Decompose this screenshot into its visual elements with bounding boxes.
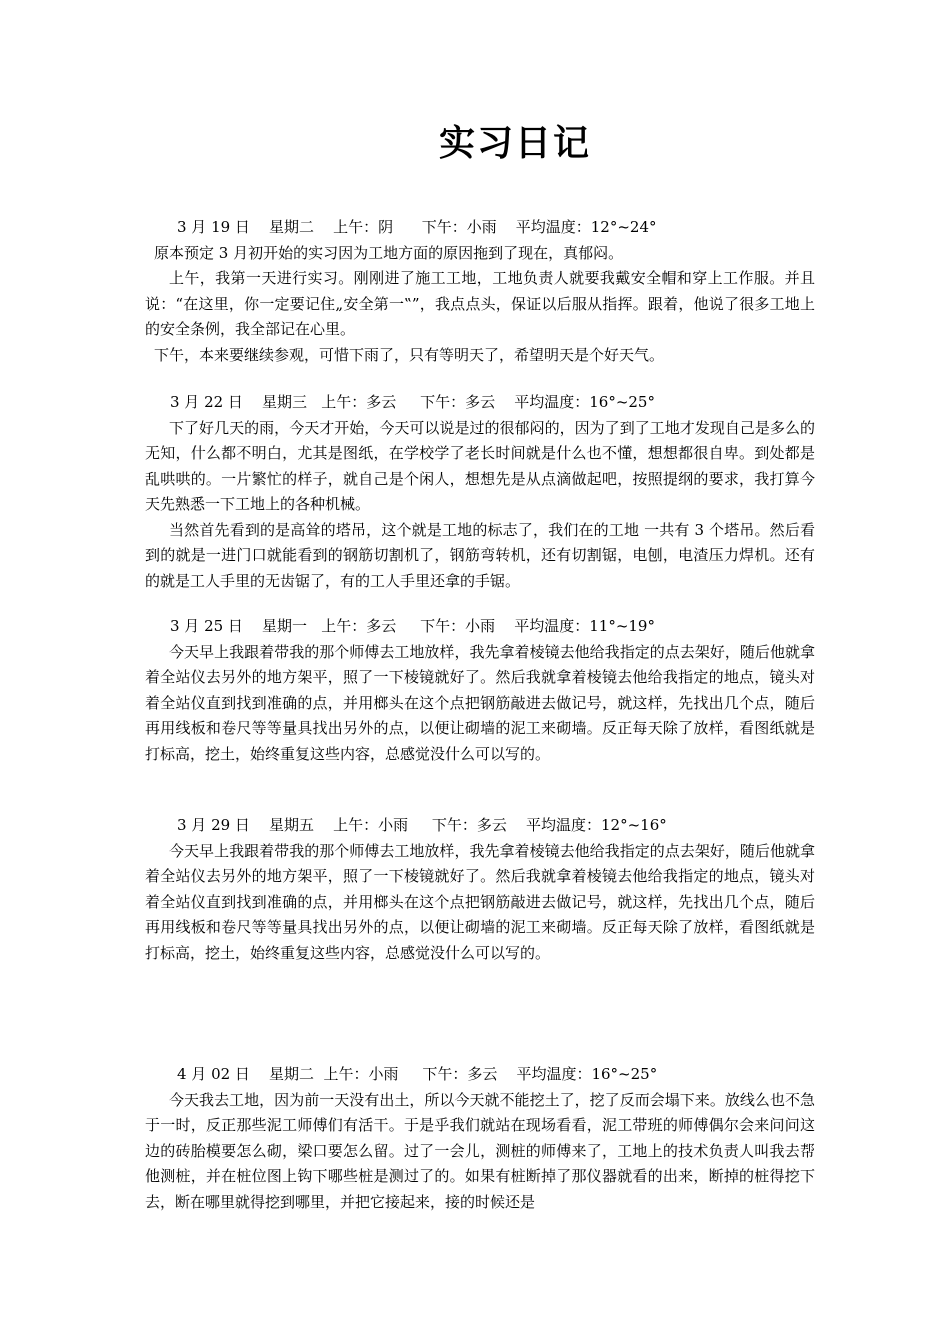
- entry-paragraph: 下了好几天的雨，今天才开始，今天可以说是过的很郁闷的，因为了到了工地才发现自己是多么的无知，什么都不明白，尤其是图纸，在学校学了老长时间就是什么也不懂，想想都很自卑。到处都是乱哄哄的。一片繁忙的样子，就自己是个闲人，想想先是从点滴做起吧，按照提纲的要求，我打算今天先熟悉一下工地上的各种机械。: [145, 418, 815, 513]
- entry-paragraph: 下午，本来要继续参观，可惜下雨了，只有等明天了，希望明天是个好天气。: [154, 345, 665, 364]
- diary-entry: [145, 614, 815, 767]
- entry-header: 3 月 25 日 星期一 上午：多云 下午：小雨 平均温度：11°~19°: [170, 617, 655, 635]
- diary-entry: [145, 390, 815, 594]
- diary-entry: [145, 1062, 815, 1215]
- entry-paragraph: 当然首先看到的是高耸的塔吊，这个就是工地的标志了，我们在的工地 一共有 3 个塔吊。然后看到的就是一进门口就能看到的钢筋切割机了，钢筋弯转机，还有切割锯，电刨，电渣压力焊机。还有的就是工人手里的无齿锯了，有的工人手里还拿的手锯。: [145, 520, 815, 590]
- entry-paragraph: 原本预定 3 月初开始的实习因为工地方面的原因拖到了现在，真郁闷。: [154, 243, 624, 262]
- document-title: 实习日记: [438, 123, 591, 164]
- entry-paragraph: 今天早上我跟着带我的那个师傅去工地放样，我先拿着棱镜去他给我指定的点去架好，随后他就拿着全站仪去另外的地方架平，照了一下棱镜就好了。然后我就拿着棱镜去他给我指定的地点，镜头对着全站仪直到找到准确的点，并用榔头在这个点把钢筋敲进去做记号，就这样，先找出几个点，随后再用线板和卷尺等等量具找出另外的点，以便让砌墙的泥工来砌墙。反正每天除了放样，看图纸就是打标高，挖土，始终重复这些内容，总感觉没什么可以写的。: [145, 841, 815, 962]
- entry-header: 3 月 19 日 星期二 上午：阴 下午：小雨 平均温度：12°~24°: [177, 218, 657, 236]
- entry-header: 3 月 29 日 星期五 上午：小雨 下午：多云 平均温度：12°~16°: [177, 816, 667, 834]
- diary-entry: [145, 215, 815, 368]
- diary-entry: [145, 813, 815, 966]
- entry-paragraph: 今天早上我跟着带我的那个师傅去工地放样，我先拿着棱镜去他给我指定的点去架好，随后他就拿着全站仪去另外的地方架平，照了一下棱镜就好了。然后我就拿着棱镜去他给我指定的地点，镜头对着全站仪直到找到准确的点，并用榔头在这个点把钢筋敲进去做记号，就这样，先找出几个点，随后再用线板和卷尺等等量具找出另外的点，以便让砌墙的泥工来砌墙。反正每天除了放样，看图纸就是打标高，挖土，始终重复这些内容，总感觉没什么可以写的。: [145, 642, 815, 763]
- entry-header: 3 月 22 日 星期三 上午：多云 下午：多云 平均温度：16°~25°: [170, 393, 655, 411]
- entry-paragraph: 上午，我第一天进行实习。刚刚进了施工工地，工地负责人就要我戴安全帽和穿上工作服。并且说：“在这里，你一定要记住„安全第一‟”，我点点头，保证以后服从指挥。跟着，他说了很多工地上的安全条例，我全部记在心里。: [145, 269, 815, 338]
- entry-paragraph: 今天我去工地，因为前一天没有出土，所以今天就不能挖土了，挖了反而会塌下来。放线么也不急于一时，反正那些泥工师傅们有活干。于是乎我们就站在现场看看，泥工带班的师傅偶尔会来问问这边的砖胎模要怎么砌，梁口要怎么留。过了一会儿，测桩的师傅来了，工地上的技术负责人叫我去帮他测桩，并在桩位图上钩下哪些桩是测过了的。如果有桩断掉了那仪器就看的出来，断掉的桩得挖下去，断在哪里就得挖到哪里，并把它接起来，接的时候还是: [145, 1090, 815, 1211]
- entry-header: 4 月 02 日 星期二 上午：小雨 下午：多云 平均温度：16°~25°: [177, 1065, 658, 1083]
